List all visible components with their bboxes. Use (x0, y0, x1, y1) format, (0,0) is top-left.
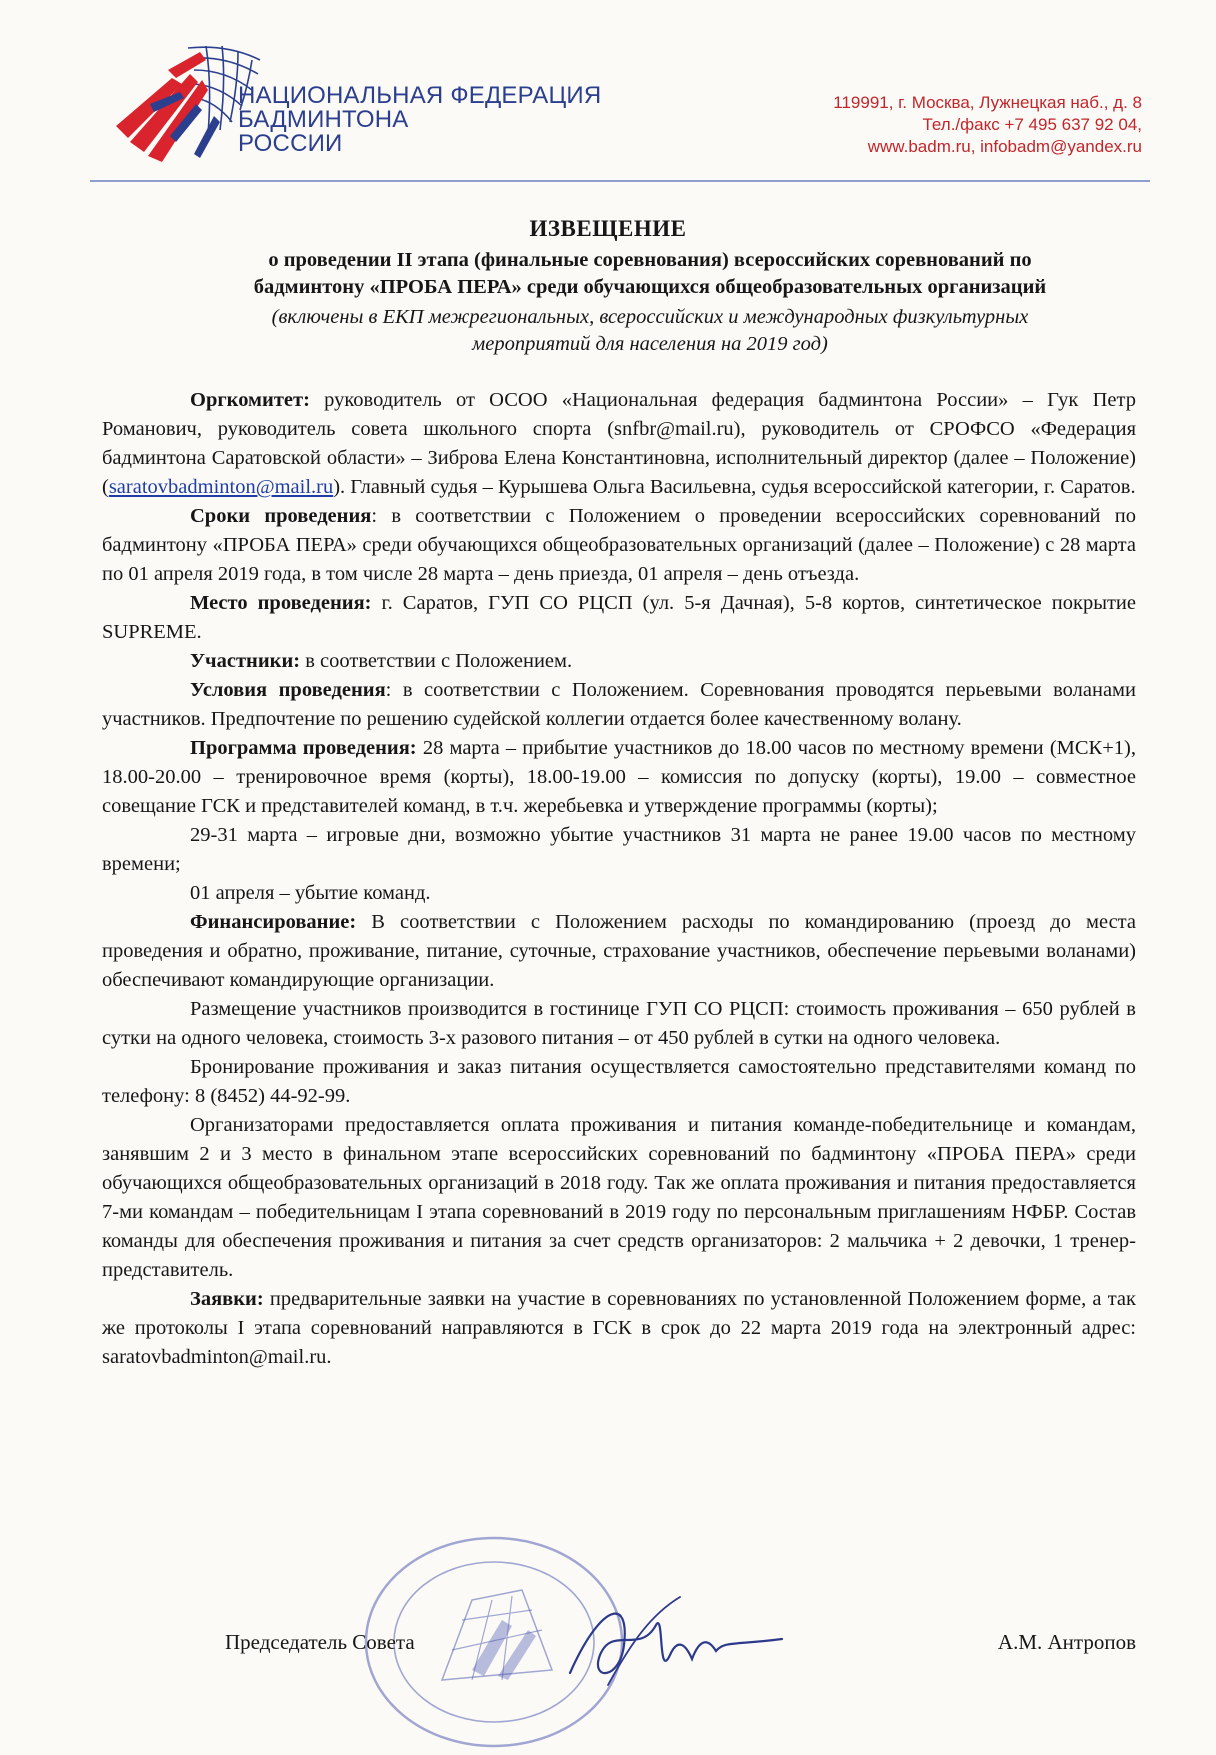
email-link[interactable]: saratovbadminton@mail.ru (108, 476, 334, 498)
paragraph-financing (102, 908, 1136, 995)
paragraph-program (102, 734, 1136, 821)
label-program: Программа проведения: (190, 737, 417, 759)
label-participants: Участники: (190, 650, 301, 672)
paragraph-program-days: 29-31 марта – игровые дни, возможно убытие участников 31 марта не ранее 19.00 часов по местному времени; (102, 824, 1136, 875)
text-financing: В соответствии с Положением расходы по командированию (проезд до места проведения и обратно, проживание, питание, суточные, страхование участников, обеспечение перьевыми воланами) обеспечивают командирующие организации. (102, 911, 1136, 991)
label-applications: Заявки: (190, 1288, 264, 1310)
text-program: 28 марта – прибытие участников до 18.00 часов по местному времени (МСК+1), 18.00-20.00 – тренировочное время (корты), 18.00-19.00 – комиссия по допуску (корты), 19.00 – совместное совещание ГСК и представителей команд, в т.ч. жеребьевка и утверждение программы (корты); (102, 737, 1136, 817)
label-dates: Сроки проведения (190, 505, 372, 527)
header-divider (90, 180, 1150, 182)
text-orgcommittee-end: ). Главный судья – Курышева Ольга Васильевна, судья всероссийской категории, г. Саратов. (333, 476, 1136, 498)
signatory-role: Председатель Совета (225, 1630, 415, 1654)
paragraph-conditions (102, 676, 1136, 734)
label-financing: Финансирование: (190, 911, 357, 933)
document-body (102, 386, 1136, 1372)
contact-web-email: www.badm.ru, infobadm@yandex.ru (867, 137, 1142, 156)
text-applications: предварительные заявки на участие в соревнованиях по установленной Положением форме, а так же протоколы I этапа соревнований направляются в ГСК в срок до 22 марта 2019 года на электронный адрес: saratovbadminton@mail.ru. (102, 1288, 1136, 1368)
subtitle-line: бадминтону «ПРОБА ПЕРА» среди обучающихся общеобразовательных организаций (253, 276, 1047, 298)
paragraph-program-departure: 01 апреля – убытие команд. (190, 882, 431, 904)
contact-phone: Тел./факс +7 495 637 92 04, (922, 115, 1142, 134)
subtitle-line: о проведении II этапа (финальные соревнования) всероссийских соревнований по (268, 249, 1032, 271)
note-line: (включены в ЕКП межрегиональных, всероссийских и международных физкультурных (271, 306, 1029, 328)
paragraph-applications (102, 1285, 1136, 1372)
federation-name (238, 84, 601, 156)
signatory-name: А.М. Антропов (997, 1630, 1136, 1654)
label-venue: Место проведения: (190, 592, 372, 614)
paragraph-participants (102, 647, 1136, 676)
federation-name-line: РОССИИ (238, 130, 343, 157)
label-orgcommittee: Оргкомитет: (190, 389, 310, 411)
paragraph-dates (102, 502, 1136, 589)
document-note (150, 304, 1150, 358)
document-title: ИЗВЕЩЕНИЕ (529, 216, 687, 241)
note-line: мероприятий для населения на 2019 год) (472, 333, 828, 355)
text-dates: : в соответствии с Положением о проведении всероссийских соревнований по бадминтону «ПРОБА ПЕРА» среди обучающихся общеобразовательных организаций (далее – Положение) с 28 марта по 01 апреля 2019 года, в том числе 28 марта – день приезда, 01 апреля – день отъезда. (102, 505, 1136, 585)
text-conditions: : в соответствии с Положением. Соревнования проводятся перьевыми воланами участников. Предпочтение по решению судейской коллегии отдается более качественному волану. (102, 679, 1136, 730)
paragraph-organizers: Организаторами предоставляется оплата проживания и питания команде-победительнице и командам, занявшим 2 и 3 место в финальном этапе всероссийских соревнований по бадминтону «ПРОБА ПЕРА» среди обучающихся общеобразовательных организаций в 2018 году. Так же оплата проживания и питания предоставляется 7-ми командам – победительницам I этапа соревнований в 2019 году по персональным приглашениям НФБР. Состав команды для обеспечения проживания и питания за счет средств организаторов: 2 мальчика + 2 девочки, 1 тренер-представитель. (102, 1114, 1136, 1281)
paragraph-orgcommittee (102, 386, 1136, 502)
contact-address: 119991, г. Москва, Лужнецкая наб., д. 8 (833, 93, 1142, 112)
federation-name-line: НАЦИОНАЛЬНАЯ ФЕДЕРАЦИЯ (238, 82, 602, 109)
text-orgcommittee: руководитель от ОСОО «Национальная федерация бадминтона России» – Гук Петр Романович, руководитель совета школьного спорта (snfbr@mail.ru), руководитель от СРОФСО «Федерация бадминтона Саратовской области» – Зиброва Елена Константиновна, исполнительный директор (далее – Положение) ( (102, 389, 1136, 498)
paragraph-accommodation: Размещение участников производится в гостинице ГУП СО РЦСП: стоимость проживания – 650 рублей в сутки на одного человека, стоимость 3-х разового питания – от 450 рублей в сутки на одного человека. (102, 998, 1136, 1049)
label-conditions: Условия проведения (190, 679, 386, 701)
federation-name-line: БАДМИНТОНА (238, 106, 409, 133)
handwritten-signature-icon (560, 1585, 790, 1695)
text-venue: г. Саратов, ГУП СО РЦСП (ул. 5-я Дачная), 5-8 кортов, синтетическое покрытие SUPREME. (102, 592, 1136, 643)
paragraph-booking: Бронирование проживания и заказ питания осуществляется самостоятельно представителями команд по телефону: 8 (8452) 44-92-99. (102, 1056, 1136, 1107)
contact-block (833, 92, 1142, 158)
text-participants: в соответствии с Положением. (300, 650, 573, 672)
paragraph-venue (102, 589, 1136, 647)
document-subtitle (150, 247, 1150, 301)
